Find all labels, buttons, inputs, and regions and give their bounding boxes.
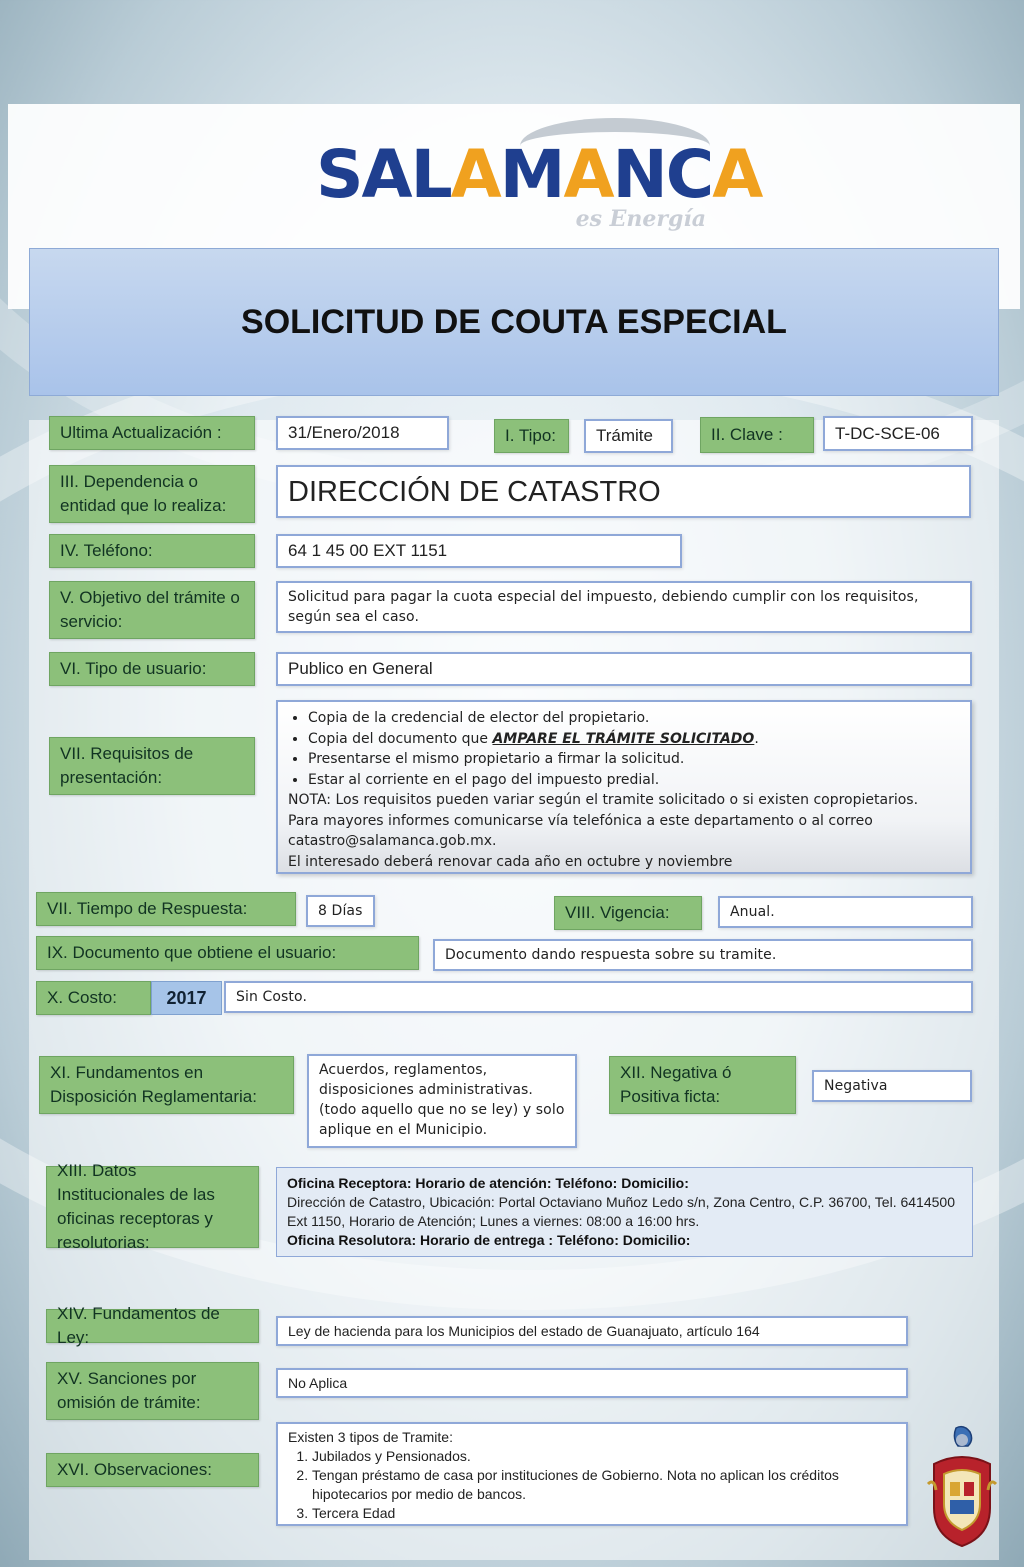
observaciones-box [276, 1422, 908, 1526]
list-item: 1. Jubilados y Pensionados. [312, 1447, 896, 1466]
list-item: • Estar al corriente en el pago del impuesto predial. [308, 770, 960, 791]
requisitos-nota: NOTA: Los requisitos pueden variar según el tramite solicitado o si existen copropietarios. [288, 792, 919, 808]
list-item-emphasis: AMPARE EL TRÁMITE SOLICITADO [492, 730, 755, 747]
requisitos-info: Para mayores informes comunicarse vía telefónica a este departamento o al correo catastro@salamanca.gob.mx. [288, 812, 873, 849]
observaciones-list [288, 1447, 896, 1523]
list-item-text: Copia del documento que [308, 730, 493, 747]
documento-value: Documento dando respuesta sobre su tramite. [433, 939, 973, 971]
logo-text: NC [612, 136, 713, 213]
oficina-detalle: Dirección de Catastro, Ubicación: Portal Octaviano Muñoz Ledo s/n, Zona Centro, C.P. 36700, Tel. 6414500 Ext 1150, Horario de Atención; Lunes a viernes: 08:00 a 16:00 hrs. [287, 1194, 955, 1229]
observaciones-intro: Existen 3 tipos de Tramite: [288, 1429, 453, 1445]
objetivo-value: Solicitud para pagar la cuota especial del impuesto, debiendo cumplir con los requisitos, según sea el caso. [276, 581, 972, 633]
sanciones-label: XV. Sanciones por omisión de trámite: [46, 1362, 259, 1420]
vigencia-label: VIII. Vigencia: [554, 896, 702, 930]
logo-text: A [450, 136, 500, 213]
objetivo-label: V. Objetivo del trámite o servicio: [49, 581, 255, 639]
logo-tagline: es Energía [575, 206, 706, 232]
logo-text: M [499, 136, 564, 213]
ultima-actualizacion-value: 31/Enero/2018 [276, 416, 449, 450]
fundamentos-disposicion-value: Acuerdos, reglamentos, disposiciones administrativas. (todo aquello que no se ley) y solo aplique en el Municipio. [307, 1054, 577, 1148]
municipal-crest-icon [926, 1424, 998, 1548]
negativa-value: Negativa [812, 1070, 972, 1102]
datos-institucionales-box [276, 1167, 973, 1257]
datos-institucionales-label: XIII. Datos Institucionales de las oficinas receptoras y resolutorias: [46, 1166, 259, 1248]
clave-value: T-DC-SCE-06 [823, 416, 973, 451]
oficina-resolutora [287, 1231, 962, 1250]
list-item: • Presentarse el mismo propietario a firmar la solicitud. [308, 749, 960, 770]
tipo-value: Trámite [584, 419, 673, 453]
list-item: • Copia de la credencial de elector del propietario. [308, 708, 960, 729]
dependencia-label: III. Dependencia o entidad que lo realiza: [49, 465, 255, 523]
tipo-usuario-value: Publico en General [276, 652, 972, 686]
oficina-receptora-text: Oficina Receptora: Horario de atención: Teléfono: Domicilio: [287, 1175, 689, 1191]
logo-text: A [563, 136, 613, 213]
tipo-label: I. Tipo: [494, 419, 569, 453]
telefono-value: 64 1 45 00 EXT 1151 [276, 534, 682, 568]
salamanca-logo [310, 118, 762, 244]
tiempo-respuesta-value: 8 Días [306, 895, 375, 927]
vigencia-value: Anual. [718, 896, 973, 928]
logo-wordmark [316, 136, 762, 213]
dependencia-value: DIRECCIÓN DE CATASTRO [276, 465, 971, 518]
ultima-actualizacion-label: Ultima Actualización : [49, 416, 255, 450]
negativa-label: XII. Negativa ó Positiva ficta: [609, 1056, 796, 1114]
oficina-receptora [287, 1174, 962, 1193]
logo-text: SAL [316, 136, 451, 213]
list-item: 3. Tercera Edad [312, 1504, 896, 1523]
logo-text: A [712, 136, 762, 213]
title-banner [29, 248, 999, 396]
requisitos-renovar: El interesado deberá renovar cada año en octubre y noviembre [288, 853, 733, 870]
costo-value: Sin Costo. [224, 981, 973, 1013]
fundamentos-disposicion-label: XI. Fundamentos en Disposición Reglamentaria: [39, 1056, 294, 1114]
fundamentos-ley-value: Ley de hacienda para los Municipios del estado de Guanajuato, artículo 164 [276, 1316, 908, 1346]
requisitos-box [276, 700, 972, 874]
list-item: • Copia del documento que AMPARE EL TRÁMITE SOLICITADO. [308, 729, 960, 750]
telefono-label: IV. Teléfono: [49, 534, 255, 568]
documento-label: IX. Documento que obtiene el usuario: [36, 936, 419, 970]
fundamentos-ley-label: XIV. Fundamentos de Ley: [46, 1309, 259, 1343]
costo-label: X. Costo: [36, 981, 151, 1015]
page-title: SOLICITUD DE COUTA ESPECIAL [241, 302, 787, 341]
requisitos-list [288, 708, 960, 790]
costo-year: 2017 [151, 981, 222, 1015]
tipo-usuario-label: VI. Tipo de usuario: [49, 652, 255, 686]
oficina-resolutora-text: Oficina Resolutora: Horario de entrega : Teléfono: Domicilio: [287, 1232, 691, 1248]
sanciones-value: No Aplica [276, 1368, 908, 1398]
observaciones-label: XVI. Observaciones: [46, 1453, 259, 1487]
list-item: 2. Tengan préstamo de casa por instituciones de Gobierno. Nota no aplican los créditos hipotecarios por medio de bancos. [312, 1466, 896, 1504]
requisitos-label: VII. Requisitos de presentación: [49, 737, 255, 795]
tiempo-respuesta-label: VII. Tiempo de Respuesta: [36, 892, 296, 926]
clave-label: II. Clave : [700, 417, 814, 453]
